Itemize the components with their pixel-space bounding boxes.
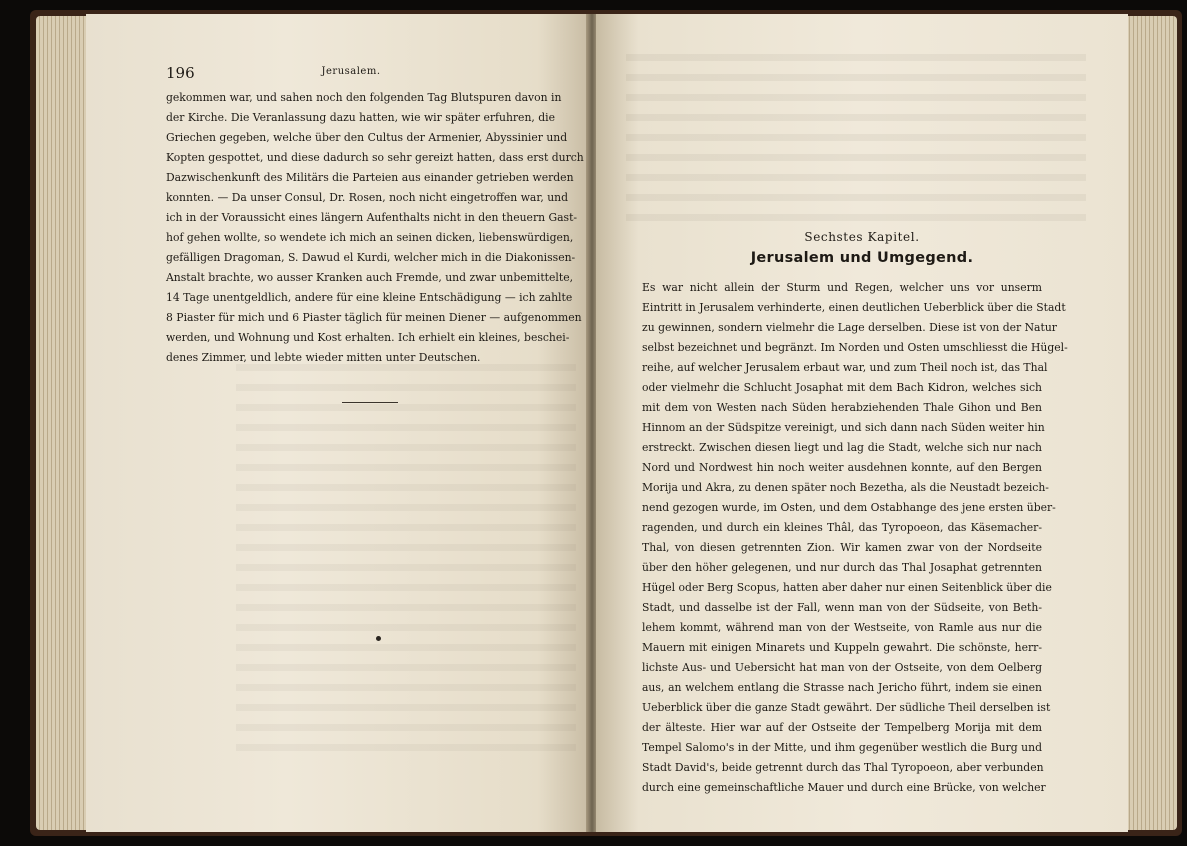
text-line: Kopten gespottet, und diese dadurch so sehr gereizt hatten, dass erst durch xyxy=(166,151,584,164)
text-line: Hügel oder Berg Scopus, hatten aber daher nur einen Seitenblick über die xyxy=(642,581,1052,594)
page-number: 196 xyxy=(166,64,195,82)
section-rule xyxy=(342,402,398,403)
text-line: Dazwischenkunft des Militärs die Parteien aus einander getrieben werden xyxy=(166,171,574,184)
text-line: der Kirche. Die Veranlassung dazu hatten, wie wir später erfuhren, die xyxy=(166,111,556,124)
text-line: erstreckt. Zwischen diesen liegt und lag die Stadt, welche sich nur nach xyxy=(642,441,1042,454)
page-edges-right xyxy=(1125,16,1177,830)
text-line: mit dem von Westen nach Süden herabziehenden Thale Gihon und Ben xyxy=(642,401,1042,414)
text-line: ragenden, und durch ein kleines Thâl, das Tyropoeon, das Käsemacher- xyxy=(642,521,1042,534)
text-line: Stadt David's, beide getrennt durch das Thal Tyropoeon, aber verbunden xyxy=(642,761,1044,774)
text-line: gekommen war, und sahen noch den folgenden Tag Blutspuren davon in xyxy=(166,91,562,104)
show-through-text xyxy=(236,364,576,764)
chapter-title: Jerusalem und Umgegend. xyxy=(750,250,974,266)
text-line: lehem kommt, während man von der Westseite, von Ramle aus nur die xyxy=(642,621,1042,634)
text-line: denes Zimmer, und lebte wieder mitten unter Deutschen. xyxy=(166,351,481,364)
text-line: 14 Tage unentgeldlich, andere für eine kleine Entschädigung — ich zahlte xyxy=(166,291,573,304)
left-body-text xyxy=(166,88,584,368)
text-line: der älteste. Hier war auf der Ostseite der Tempelberg Morija mit dem xyxy=(642,721,1042,734)
text-line: Hinnom an der Südspitze vereinigt, und sich dann nach Süden weiter hin xyxy=(642,421,1045,434)
page-edges-left xyxy=(36,16,92,830)
ink-spot xyxy=(376,636,381,641)
left-page xyxy=(86,14,588,832)
text-line: gefälligen Dragoman, S. Dawud el Kurdi, welcher mich in die Diakonissen- xyxy=(166,251,576,264)
text-line: oder vielmehr die Schlucht Josaphat mit dem Bach Kidron, welches sich xyxy=(642,381,1042,394)
text-line: reihe, auf welcher Jerusalem erbaut war, und zum Theil noch ist, das Thal xyxy=(642,361,1048,374)
text-line: Mauern mit einigen Minarets und Kuppeln gewahrt. Die schönste, herr- xyxy=(642,641,1042,654)
right-page xyxy=(596,14,1128,832)
chapter-label: Sechstes Kapitel. xyxy=(804,230,920,244)
running-head xyxy=(166,64,536,86)
text-line: Morija und Akra, zu denen später noch Bezetha, als die Neustadt bezeich- xyxy=(642,481,1049,494)
text-line: über den höher gelegenen, und nur durch das Thal Josaphat getrennten xyxy=(642,561,1042,574)
text-line: Nord und Nordwest hin noch weiter ausdehnen konnte, auf den Bergen xyxy=(642,461,1042,474)
text-line: Thal, von diesen getrennten Zion. Wir kamen zwar von der Nordseite xyxy=(642,541,1042,554)
text-line: Es war nicht allein der Sturm und Regen, welcher uns vor unserm xyxy=(642,281,1042,294)
text-line: selbst bezeichnet und begränzt. Im Norden und Osten umschliesst die Hügel- xyxy=(642,341,1068,354)
running-title: Jerusalem. xyxy=(321,66,381,77)
text-line: Anstalt brachte, wo ausser Kranken auch Fremde, und zwar unbemittelte, xyxy=(166,271,574,284)
text-line: zu gewinnen, sondern vielmehr die Lage derselben. Diese ist von der Natur xyxy=(642,321,1057,334)
right-body-text xyxy=(642,278,1068,798)
text-line: Griechen gegeben, welche über den Cultus der Armenier, Abyssinier und xyxy=(166,131,568,144)
text-line: nend gezogen wurde, im Osten, und dem Ostabhange des jene ersten über- xyxy=(642,501,1056,514)
text-line: Eintritt in Jerusalem verhinderte, einen deutlichen Ueberblick über die Stadt xyxy=(642,301,1066,314)
text-line: Ueberblick über die ganze Stadt gewährt. Der südliche Theil derselben ist xyxy=(642,701,1051,714)
text-line: Stadt, und dasselbe ist der Fall, wenn man von der Südseite, von Beth- xyxy=(642,601,1042,614)
text-line: aus, an welchem entlang die Strasse nach Jericho führt, indem sie einen xyxy=(642,681,1042,694)
text-line: hof gehen wollte, so wendete ich mich an seinen dicken, liebenswürdigen, xyxy=(166,231,574,244)
text-line: ich in der Voraussicht eines längern Aufenthalts nicht in den theuern Gast- xyxy=(166,211,578,224)
text-line: werden, und Wohnung und Kost erhalten. Ich erhielt ein kleines, beschei- xyxy=(166,331,570,344)
show-through-text xyxy=(626,54,1086,224)
text-line: Tempel Salomo's in der Mitte, und ihm gegenüber westlich die Burg und xyxy=(642,741,1042,754)
text-line: durch eine gemeinschaftliche Mauer und durch eine Brücke, von welcher xyxy=(642,781,1046,794)
text-line: konnten. — Da unser Consul, Dr. Rosen, noch nicht eingetroffen war, und xyxy=(166,191,569,204)
text-line: lichste Aus- und Uebersicht hat man von der Ostseite, von dem Oelberg xyxy=(642,661,1042,674)
text-line: 8 Piaster für mich und 6 Piaster täglich für meinen Diener — aufgenommen xyxy=(166,311,582,324)
